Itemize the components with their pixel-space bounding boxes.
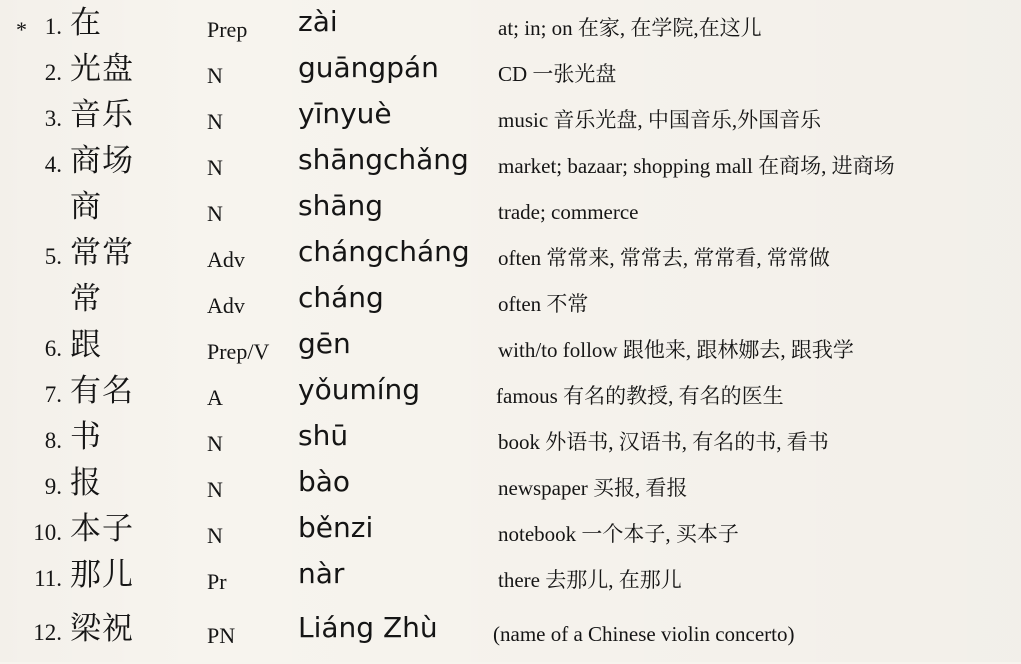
vocabulary-row [0, 611, 1021, 664]
chinese-word: 梁祝 [70, 611, 134, 647]
chinese-word: 常 [70, 281, 102, 317]
part-of-speech: A [207, 385, 223, 410]
important-marker: * [16, 17, 27, 42]
vocabulary-row [0, 373, 1021, 426]
entry-number: 11. [34, 566, 62, 591]
vocabulary-row [0, 51, 1021, 104]
vocabulary-row [0, 189, 1021, 242]
part-of-speech: N [207, 63, 223, 88]
meaning-and-examples: market; bazaar; shopping mall 在商场, 进商场 [498, 154, 895, 178]
entry-number: 9. [44, 474, 62, 499]
pinyin: zài [298, 5, 338, 38]
meaning-and-examples: famous 有名的教授, 有名的医生 [496, 384, 784, 408]
meaning-and-examples: book 外语书, 汉语书, 有名的书, 看书 [498, 430, 829, 454]
chinese-word: 本子 [70, 511, 134, 547]
pinyin: yǒumíng [298, 373, 421, 406]
part-of-speech: N [207, 477, 223, 502]
meaning-and-examples: often 常常来, 常常去, 常常看, 常常做 [498, 246, 830, 270]
meaning-and-examples: often 不常 [498, 292, 589, 316]
meaning-and-examples: (name of a Chinese violin concerto) [493, 622, 795, 646]
entry-number: 2. [44, 60, 62, 85]
entry-number: 12. [33, 620, 62, 645]
part-of-speech: N [207, 523, 223, 548]
chinese-word: 那儿 [70, 557, 134, 593]
part-of-speech: PN [207, 623, 236, 648]
pinyin: běnzi [298, 511, 374, 544]
entry-number: 1. [44, 14, 62, 39]
meaning-and-examples: newspaper 买报, 看报 [498, 476, 688, 500]
chinese-word: 光盘 [70, 51, 134, 87]
pinyin: shāng [298, 189, 384, 222]
pinyin: gēn [298, 327, 351, 360]
chinese-word: 商场 [70, 143, 134, 179]
chinese-word: 跟 [70, 327, 102, 363]
pinyin: guāngpán [298, 51, 439, 84]
vocabulary-row [0, 327, 1021, 380]
chinese-word: 音乐 [70, 97, 134, 133]
pinyin: shū [298, 419, 349, 452]
chinese-word: 商 [70, 189, 102, 225]
vocabulary-row [0, 465, 1021, 518]
pinyin: Liáng Zhù [298, 611, 438, 644]
vocabulary-row [0, 511, 1021, 564]
meaning-and-examples: with/to follow 跟他来, 跟林娜去, 跟我学 [498, 338, 854, 362]
vocabulary-row [0, 557, 1021, 610]
entry-number: 4. [44, 152, 62, 177]
vocabulary-row [0, 235, 1021, 288]
chinese-word: 在 [70, 5, 102, 41]
meaning-and-examples: CD 一张光盘 [498, 62, 617, 86]
meaning-and-examples: at; in; on 在家, 在学院,在这儿 [498, 16, 762, 40]
part-of-speech: Prep [207, 17, 248, 42]
part-of-speech: N [207, 201, 223, 226]
part-of-speech: Pr [207, 569, 227, 594]
meaning-and-examples: music 音乐光盘, 中国音乐,外国音乐 [498, 108, 822, 132]
entry-number: 7. [44, 382, 62, 407]
part-of-speech: Adv [207, 247, 245, 272]
vocabulary-row [0, 143, 1021, 196]
part-of-speech: Adv [207, 293, 245, 318]
vocabulary-row [0, 5, 1021, 58]
chinese-word: 常常 [70, 235, 134, 271]
entry-number: 8. [44, 428, 62, 453]
part-of-speech: N [207, 431, 223, 456]
vocabulary-row [0, 419, 1021, 472]
entry-number: 3. [44, 106, 62, 131]
vocabulary-row [0, 97, 1021, 150]
pinyin: cháng [298, 281, 384, 314]
entry-number: 6. [44, 336, 62, 361]
pinyin: chángcháng [298, 235, 470, 268]
part-of-speech: Prep/V [207, 339, 270, 364]
meaning-and-examples: there 去那儿, 在那儿 [498, 568, 682, 592]
pinyin: shāngchǎng [298, 143, 469, 176]
pinyin: nàr [298, 557, 345, 590]
pinyin: yīnyuè [298, 97, 392, 130]
entry-number: 10. [33, 520, 62, 545]
pinyin: bào [298, 465, 351, 498]
chinese-word: 书 [70, 419, 102, 455]
chinese-word: 有名 [70, 373, 134, 409]
part-of-speech: N [207, 155, 223, 180]
entry-number: 5. [44, 244, 62, 269]
part-of-speech: N [207, 109, 223, 134]
meaning-and-examples: notebook 一个本子, 买本子 [498, 522, 739, 546]
meaning-and-examples: trade; commerce [498, 200, 639, 224]
vocabulary-row [0, 281, 1021, 334]
chinese-word: 报 [70, 465, 102, 501]
